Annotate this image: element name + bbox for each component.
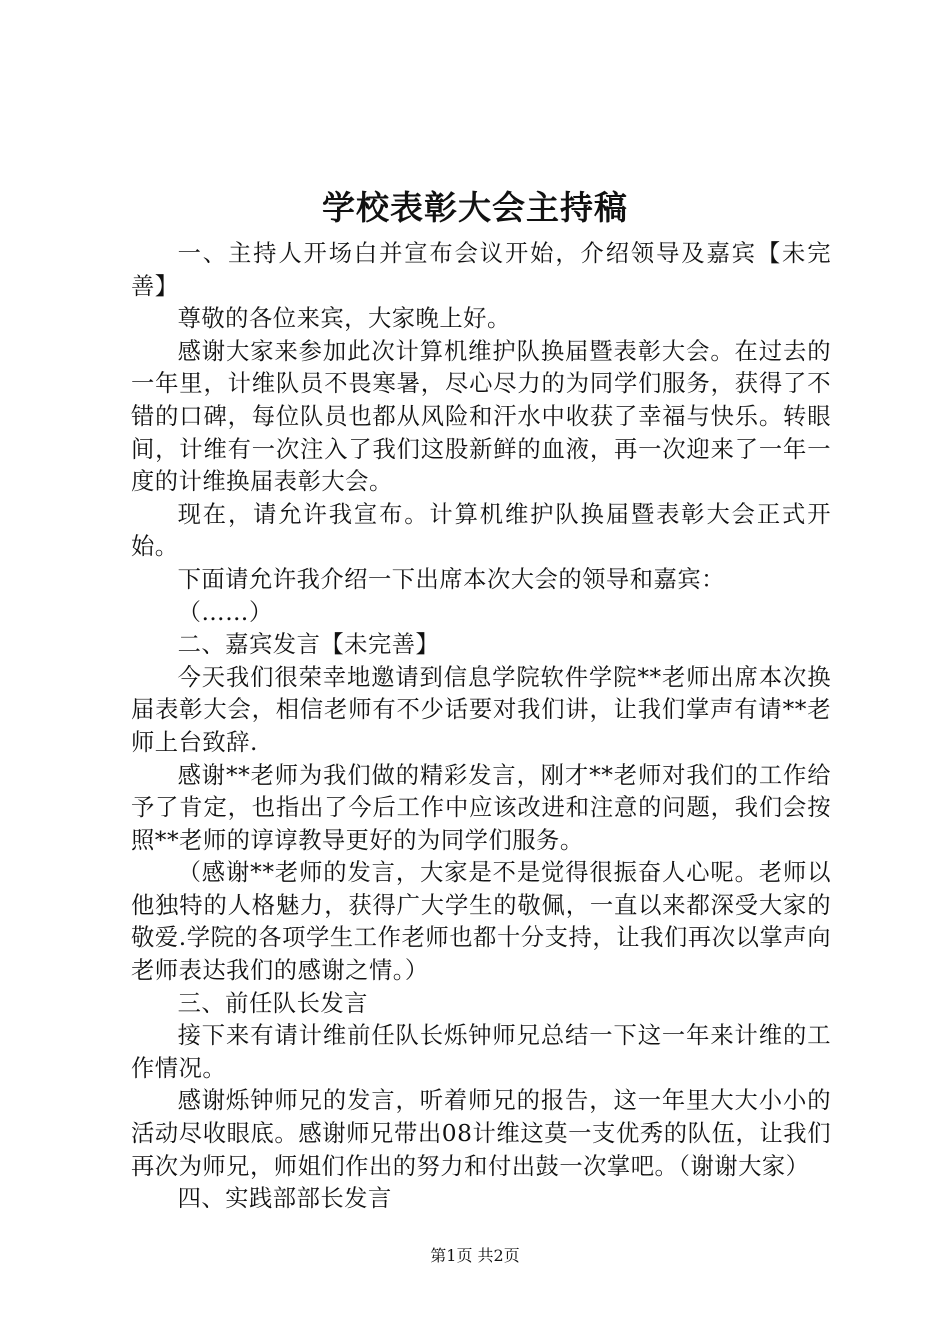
paragraph: 下面请允许我介绍一下出席本次大会的领导和嘉宾： <box>177 565 725 593</box>
paragraph: 尊敬的各位来宾，大家晚上好。 <box>177 305 511 333</box>
paragraph: （……） <box>177 598 273 626</box>
paragraph: （感谢**老师的发言，大家是不是觉得很振奋人心呢。老师以他独特的人格魅力，获得广大学生的敬佩，一直以来都深受大家的敬爱.学院的各项学生工作老师也都十分支持，让我们再次以掌声向老师表达我们的感谢之情。） <box>131 859 831 985</box>
paragraph: 现在，请允许我宣布。计算机维护队换届暨表彰大会正式开始。 <box>131 500 831 561</box>
paragraph: 一、主持人开场白并宣布会议开始，介绍领导及嘉宾【未完善】 <box>131 240 831 300</box>
paragraph: 感谢**老师为我们做的精彩发言，刚才**老师对我们的工作给予了肯定，也指出了今后工作中应该改进和注意的问题，我们会按照**老师的谆谆教导更好的为同学们服务。 <box>131 761 831 854</box>
paragraph: 今天我们很荣幸地邀请到信息学院软件学院**老师出席本次换届表彰大会，相信老师有不少话要对我们讲，让我们掌声有请**老师上台致辞. <box>131 663 831 756</box>
paragraph: 感谢大家来参加此次计算机维护队换届暨表彰大会。在过去的一年里，计维队员不畏寒暑，尽心尽力的为同学们服务，获得了不错的口碑，每位队员也都从风险和汗水中收获了幸福与快乐。转眼间，计维有一次注入了我们这股新鲜的血液，再一次迎来了一年一度的计维换届表彰大会。 <box>131 337 831 496</box>
document-body <box>131 238 831 1216</box>
document-title: 学校表彰大会主持稿 <box>322 188 628 227</box>
paragraph: 三、前任队长发言 <box>177 989 368 1017</box>
paragraph: 感谢烁钟师兄的发言，听着师兄的报告，这一年里大大小小的活动尽收眼底。感谢师兄带出08计维这莫一支优秀的队伍，让我们再次为师兄，师姐们作出的努力和付出鼓一次掌吧。（谢谢大家） <box>131 1087 831 1180</box>
paragraph: 四、实践部部长发言 <box>177 1185 392 1213</box>
page-number-footer: 第1页 共2页 <box>430 1246 520 1265</box>
paragraph: 接下来有请计维前任队长烁钟师兄总结一下这一年来计维的工作情况。 <box>131 1022 831 1082</box>
paragraph: 二、嘉宾发言【未完善】 <box>177 631 440 659</box>
